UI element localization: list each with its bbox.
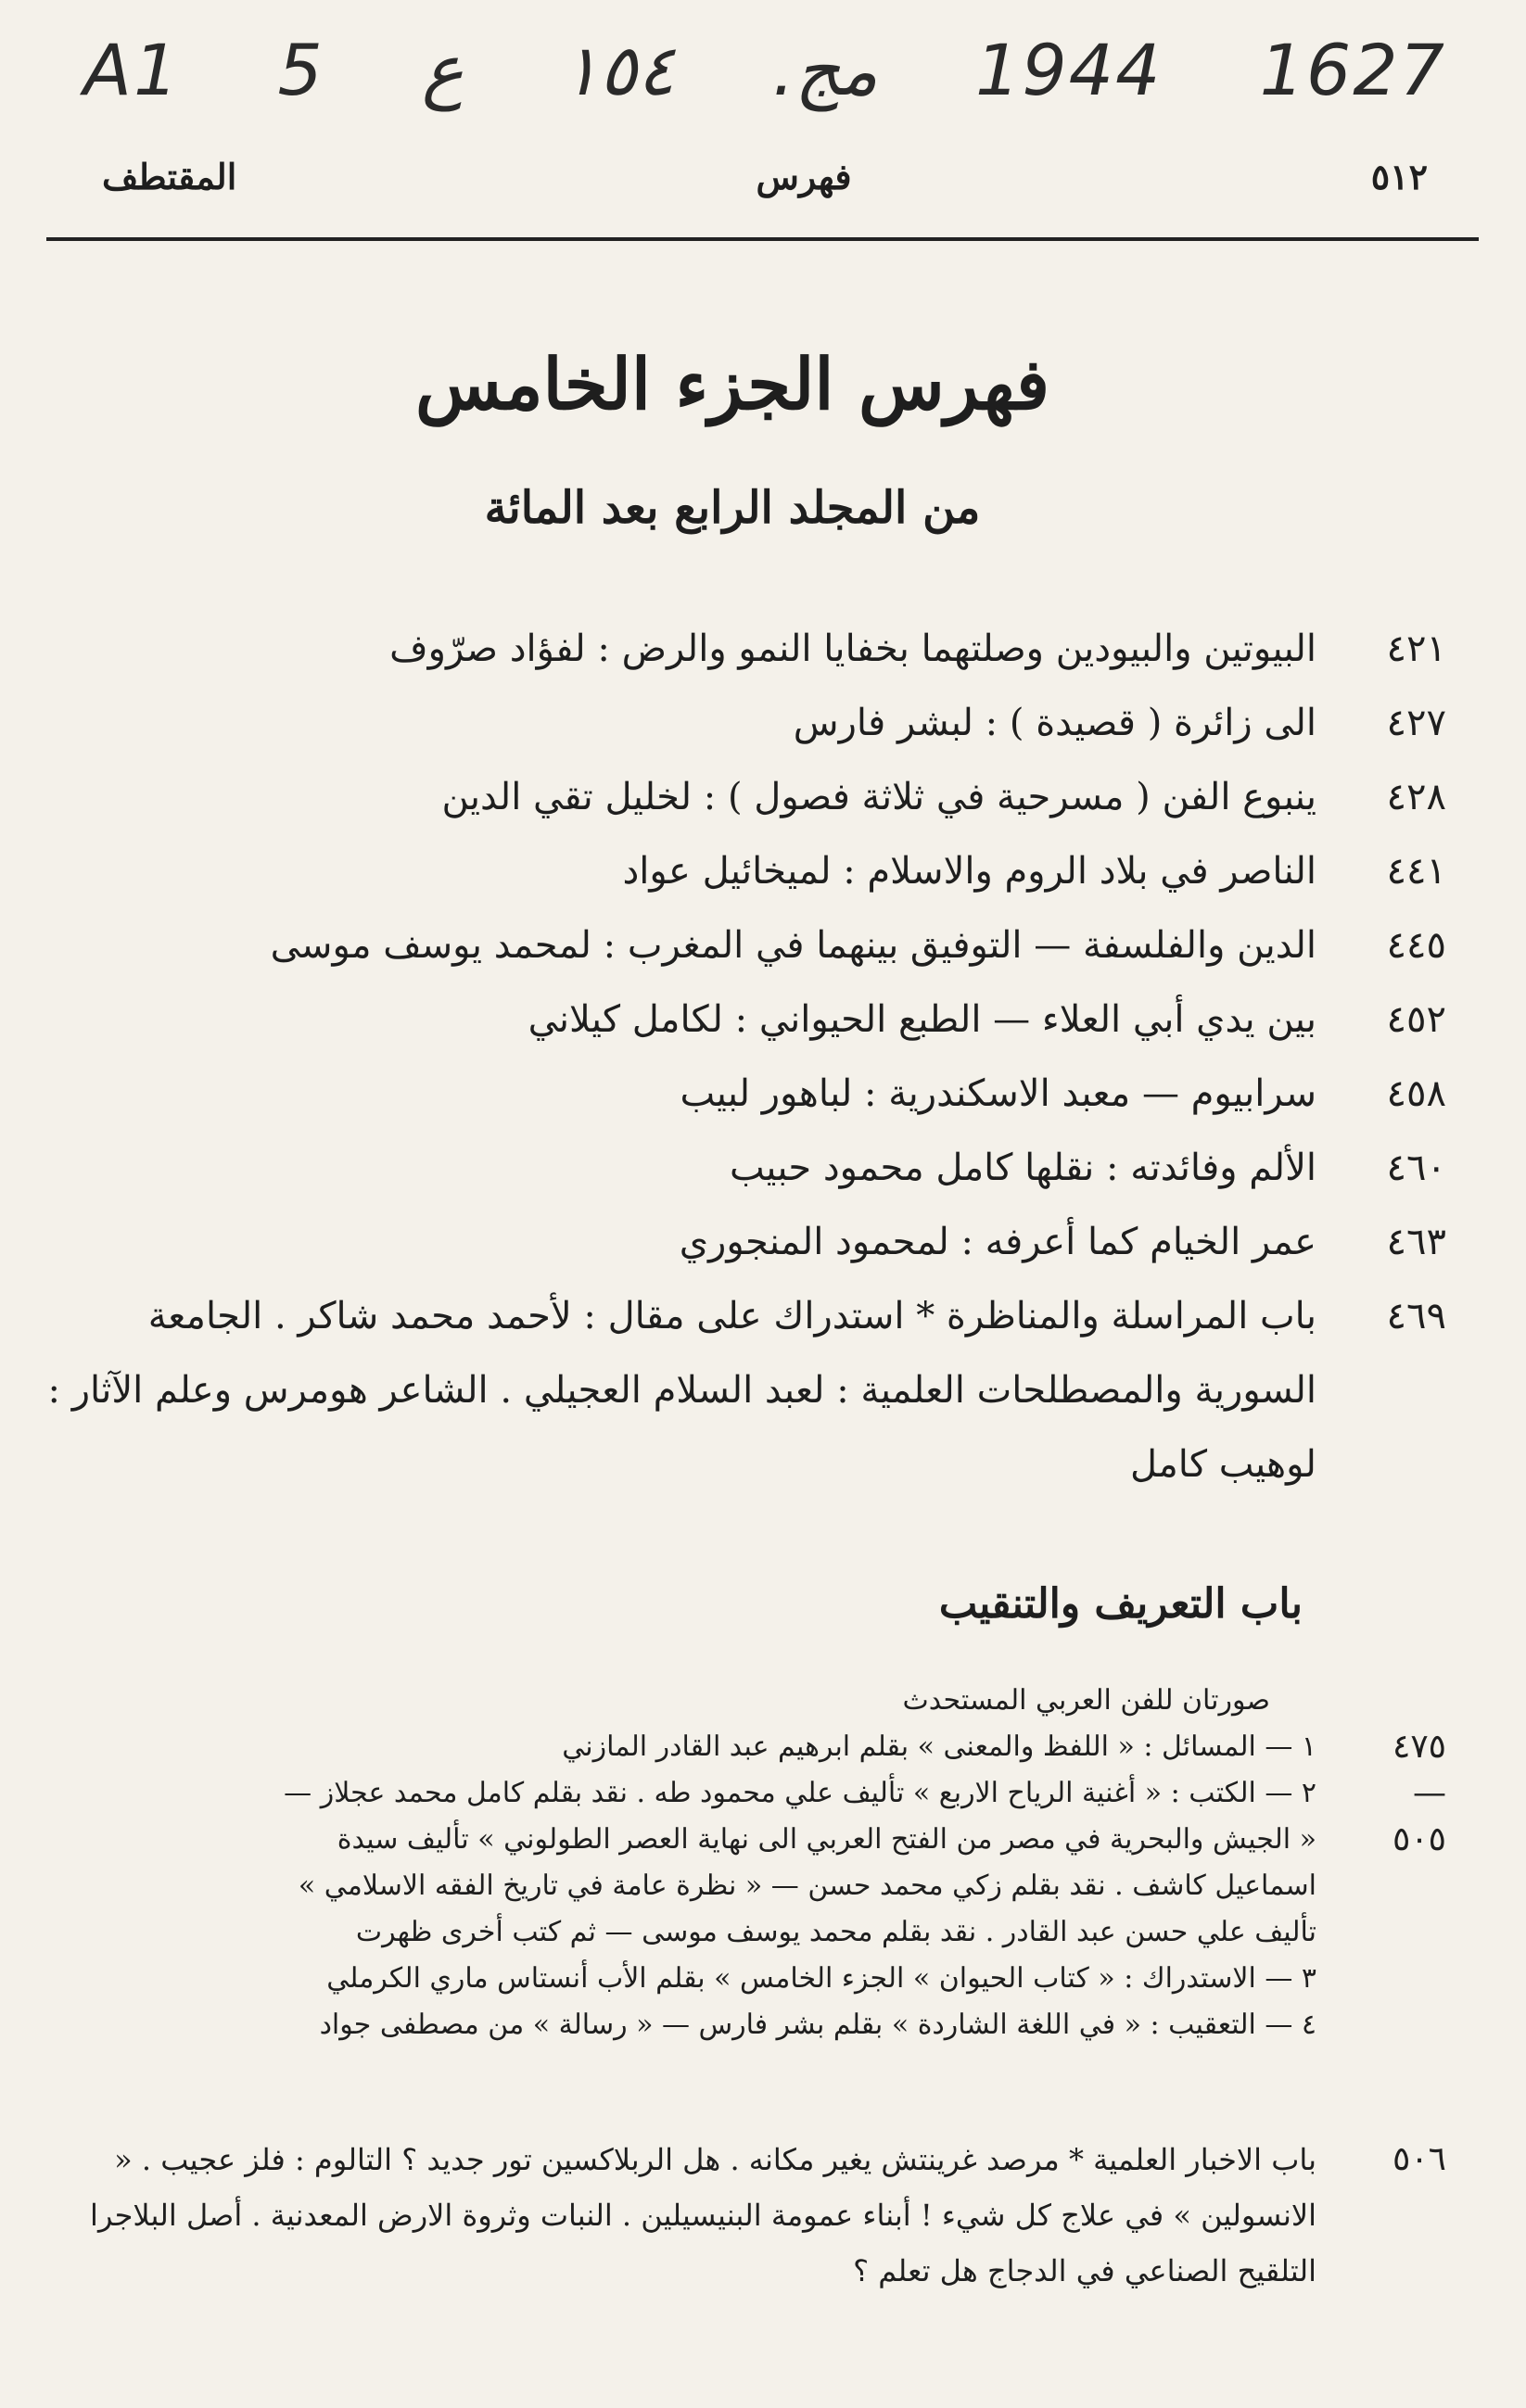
toc-entry xyxy=(37,1131,1446,1205)
toc-page: ٤٦٩ xyxy=(1386,1295,1446,1337)
toc-page: ٤٦٣ xyxy=(1386,1221,1446,1263)
toc-entry xyxy=(37,982,1446,1057)
review-text: ٤ — التعقيب : « في اللغة الشاردة » بقلم بشر فارس — « رسالة » من مصطفى جواد xyxy=(319,2009,1316,2041)
review-text: « الجيش والبحرية في مصر من الفتح العربي الى نهاية العصر الطولوني » تأليف سيدة xyxy=(337,1823,1316,1856)
toc-page: ٤٦٠ xyxy=(1386,1147,1446,1189)
toc-text: ينبوع الفن ( مسرحية في ثلاثة فصول ) : لخليل تقي الدين xyxy=(441,776,1316,818)
review-text: تأليف علي حسن عبد القادر . نقد بقلم محمد يوسف موسى — ثم كتب أخرى ظهرت xyxy=(355,1916,1316,1948)
toc-text: الناصر في بلاد الروم والاسلام : لميخائيل عواد xyxy=(622,850,1316,893)
toc-entry xyxy=(37,686,1446,760)
toc-text: الألم وفائدته : نقلها كامل محمود حبيب xyxy=(729,1147,1316,1189)
news-page: ٥٠٦ xyxy=(1392,2140,1446,2178)
toc-entry xyxy=(37,908,1446,982)
review-page: ٥٠٥ xyxy=(1392,1820,1446,1858)
toc-page: ٤٤١ xyxy=(1386,850,1446,893)
toc-entry xyxy=(37,760,1446,834)
science-news-entry xyxy=(37,2132,1446,2299)
journal-name: المقتطف xyxy=(102,155,237,197)
hand-token: 5 xyxy=(277,28,324,111)
toc-text: باب المراسلة والمناظرة * استدراك على مقال : لأحمد محمد شاكر . الجامعة السورية والمصطلحات العلمية : لعبد السلام العجيلي . الشاعر هومرس وعلم الآثار : لوهيب كامل xyxy=(47,1295,1316,1486)
news-text: باب الاخبار العلمية * مرصد غرينتش يغير مكانه . هل الربلاكسين تور جديد ؟ التالوم : فلز عجيب . « الانسولين » في علاج كل شيء ! أبناء عمومة البنيسيلين . النبات وثروة الارض المعدنية . أصل البلاجرا التلقيح الصناعي في الدجاج هل تعلم ؟ xyxy=(90,2142,1316,2288)
toc-entry xyxy=(37,1279,1446,1502)
review-list xyxy=(37,1678,1446,2048)
review-text: ١ — المسائل : « اللفظ والمعنى » بقلم ابرهيم عبد القادر المازني xyxy=(562,1730,1316,1763)
page-subtitle: من المجلد الرابع بعد المائة xyxy=(484,482,981,534)
review-item xyxy=(37,1909,1446,1956)
toc-text: بين يدي أبي العلاء — الطبع الحيواني : لكامل كيلاني xyxy=(528,998,1316,1041)
toc-page: ٤٢١ xyxy=(1386,627,1446,670)
toc-page: ٤٥٢ xyxy=(1386,998,1446,1041)
toc-text: الدين والفلسفة — التوفيق بينهما في المغرب : لمحمد يوسف موسى xyxy=(270,924,1316,967)
review-text: اسماعيل كاشف . نقد بقلم زكي محمد حسن — « نظرة عامة في تاريخ الفقه الاسلامي » xyxy=(298,1869,1316,1902)
toc-page: ٤٤٥ xyxy=(1386,924,1446,967)
running-head xyxy=(102,148,1428,204)
page-number: ٥١٢ xyxy=(1370,155,1428,197)
section-heading: باب التعريف والتنقيب xyxy=(938,1580,1303,1628)
hand-token: 1944 xyxy=(975,28,1163,111)
review-text: ٣ — الاستدراك : « كتاب الحيوان » الجزء الخامس » بقلم الأب أنستاس ماري الكرملي xyxy=(326,1962,1316,1995)
hand-token: A1 xyxy=(83,28,181,111)
review-item xyxy=(37,2002,1446,2048)
toc-text: عمر الخيام كما أعرفه : لمحمود المنجوري xyxy=(679,1221,1316,1263)
hand-token: ع xyxy=(421,28,464,111)
toc-text: البيوتين والبيودين وصلتهما بخفايا النمو والرض : لفؤاد صرّوف xyxy=(389,627,1316,670)
toc-page: ٤٢٧ xyxy=(1386,702,1446,744)
review-intro-row xyxy=(37,1678,1446,1724)
toc-page: ٤٥٨ xyxy=(1386,1072,1446,1115)
review-item xyxy=(37,1863,1446,1909)
handwritten-catalog-note xyxy=(83,19,1446,120)
review-item xyxy=(37,1724,1446,1770)
review-item xyxy=(37,1770,1446,1817)
section-label: فهرس xyxy=(756,155,852,197)
review-item xyxy=(37,1817,1446,1863)
review-item xyxy=(37,1956,1446,2002)
hand-token: ١٥٤ xyxy=(561,28,675,111)
toc-entry xyxy=(37,834,1446,908)
hand-token: 1627 xyxy=(1259,28,1446,111)
review-page: — xyxy=(1413,1774,1446,1812)
review-page: ٤٧٥ xyxy=(1392,1728,1446,1766)
page-title: فهرس الجزء الخامس xyxy=(414,343,1050,425)
toc-entry xyxy=(37,612,1446,686)
toc-page: ٤٢٨ xyxy=(1386,776,1446,818)
toc-entry xyxy=(37,1205,1446,1279)
table-of-contents xyxy=(37,612,1446,1502)
hand-token: .مج xyxy=(771,28,878,111)
toc-text: سرابيوم — معبد الاسكندرية : لباهور لبيب xyxy=(680,1072,1316,1115)
header-rule xyxy=(46,237,1479,241)
toc-entry xyxy=(37,2132,1446,2299)
toc-entry xyxy=(37,1057,1446,1131)
review-text: ٢ — الكتب : « أغنية الرياح الاربع » تأليف علي محمود طه . نقد بقلم كامل محمد عجلاز — xyxy=(284,1777,1316,1809)
toc-text: الى زائرة ( قصيدة ) : لبشر فارس xyxy=(793,702,1316,744)
review-intro: صورتان للفن العربي المستحدث xyxy=(902,1684,1270,1717)
